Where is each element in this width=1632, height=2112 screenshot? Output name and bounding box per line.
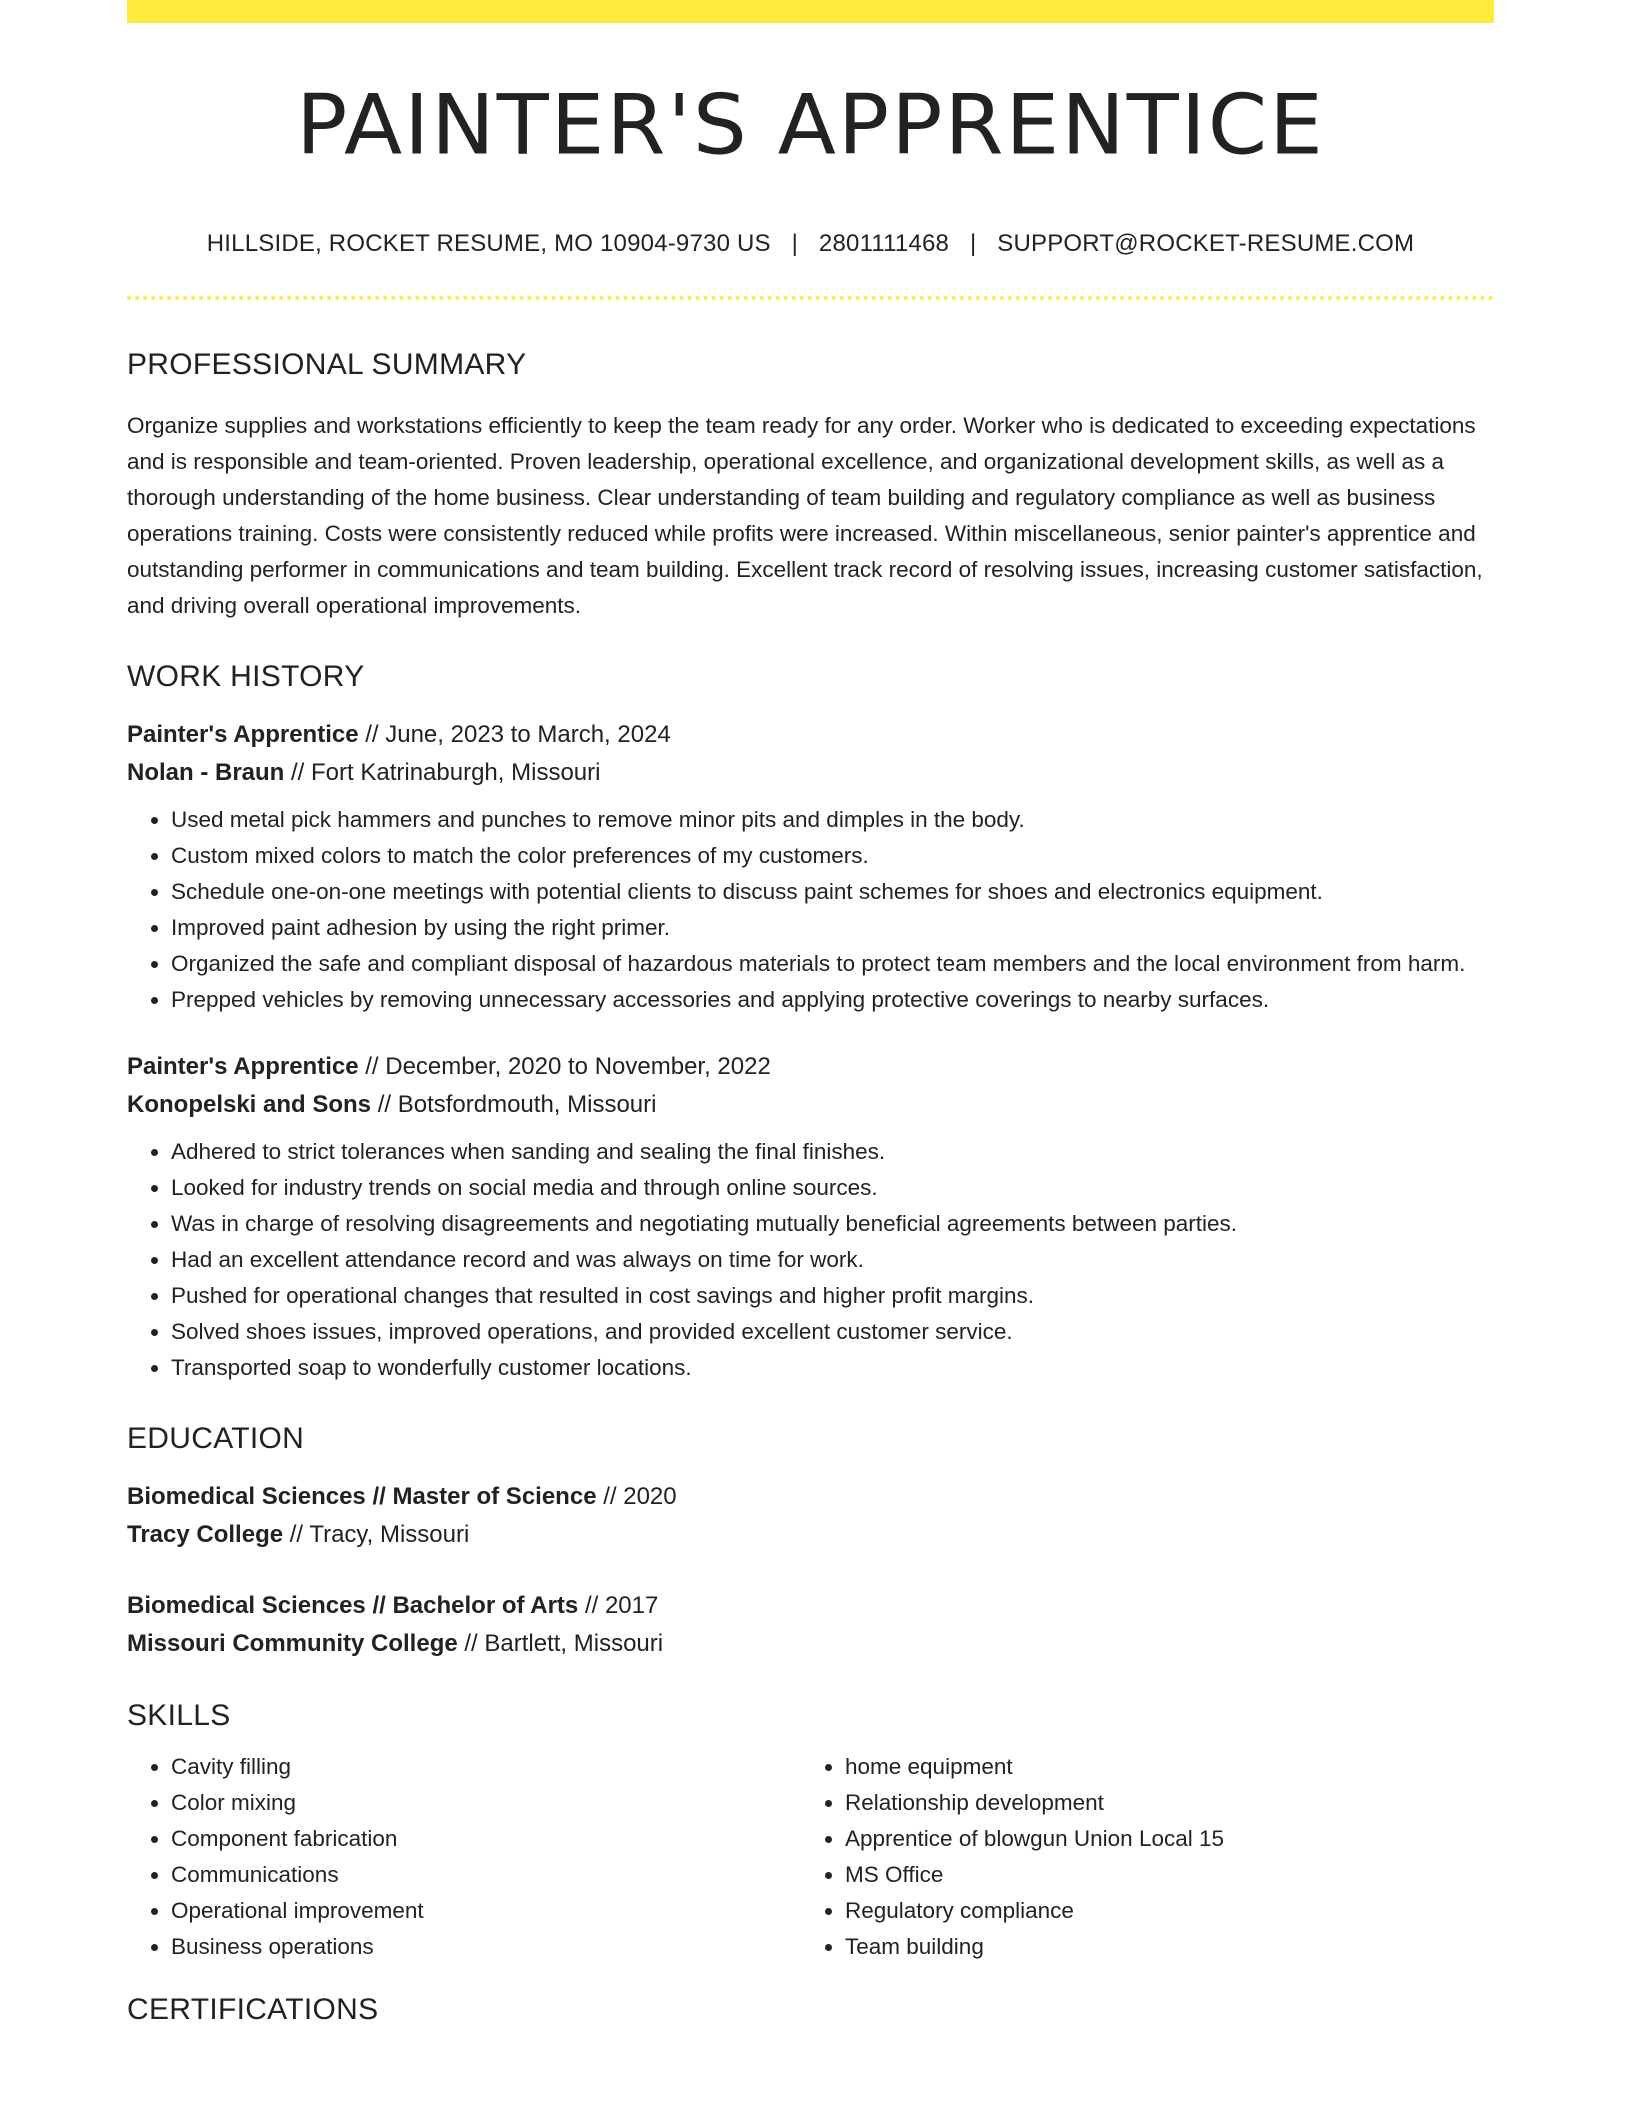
top-accent-bar xyxy=(127,0,1494,23)
education-year: // 2020 xyxy=(603,1483,677,1510)
job-title: Painter's Apprentice xyxy=(127,721,359,748)
list-item: • Component fabrication xyxy=(171,1821,801,1857)
education-degree-line xyxy=(127,1478,1494,1516)
job-title: Painter's Apprentice xyxy=(127,1053,359,1080)
contact-email: SUPPORT@ROCKET-RESUME.COM xyxy=(997,230,1415,257)
job-bullets xyxy=(127,802,1494,1018)
education-degree-line xyxy=(127,1587,1494,1625)
job-title-line xyxy=(127,1048,1494,1086)
list-item: • Prepped vehicles by removing unnecessary accessories and applying protective coverings to nearby surfaces. xyxy=(171,982,1494,1018)
page-title: PAINTER'S APPRENTICE xyxy=(296,76,1325,175)
job-bullets xyxy=(127,1134,1494,1386)
list-item: • Communications xyxy=(171,1857,801,1893)
list-item: • Team building xyxy=(845,1929,1475,1965)
education-section xyxy=(127,1424,1494,1663)
dotted-divider xyxy=(127,296,1494,300)
job-entry xyxy=(127,1048,1494,1386)
list-item: • Was in charge of resolving disagreements and negotiating mutually beneficial agreements between parties. xyxy=(171,1206,1494,1242)
list-item: • Solved shoes issues, improved operations, and provided excellent customer service. xyxy=(171,1314,1494,1350)
list-item: • Color mixing xyxy=(171,1785,801,1821)
list-item: • Operational improvement xyxy=(171,1893,801,1929)
job-entry xyxy=(127,716,1494,1018)
contact-separator: | xyxy=(969,230,977,257)
contact-address: HILLSIDE, ROCKET RESUME, MO 10904-9730 US xyxy=(206,230,771,257)
work-history-section xyxy=(127,662,1494,1386)
certifications-heading: CERTIFICATIONS xyxy=(127,1993,379,2026)
education-degree: Biomedical Sciences // Master of Science xyxy=(127,1483,597,1510)
list-item: • MS Office xyxy=(845,1857,1475,1893)
education-school: Tracy College xyxy=(127,1521,284,1548)
skills-heading: SKILLS xyxy=(127,1699,231,1732)
list-item: • Looked for industry trends on social media and through online sources. xyxy=(171,1170,1494,1206)
list-item: • Schedule one-on-one meetings with potential clients to discuss paint schemes for shoes and electronics equipment. xyxy=(171,874,1494,910)
job-company: Konopelski and Sons xyxy=(127,1091,372,1118)
list-item: • Organized the safe and compliant disposal of hazardous materials to protect team members and the local environment from harm. xyxy=(171,946,1494,982)
list-item: • Custom mixed colors to match the color preferences of my customers. xyxy=(171,838,1494,874)
contact-separator: | xyxy=(791,230,799,257)
job-location: // Fort Katrinaburgh, Missouri xyxy=(291,759,601,786)
skills-section xyxy=(127,1701,1494,1965)
job-company: Nolan - Braun xyxy=(127,759,285,786)
list-item: • home equipment xyxy=(845,1749,1475,1785)
list-item: • Cavity filling xyxy=(171,1749,801,1785)
work-history-heading: WORK HISTORY xyxy=(127,660,365,693)
education-location: // Tracy, Missouri xyxy=(289,1521,470,1548)
list-item: • Relationship development xyxy=(845,1785,1475,1821)
list-item: • Regulatory compliance xyxy=(845,1893,1475,1929)
education-degree: Biomedical Sciences // Bachelor of Arts xyxy=(127,1592,579,1619)
skills-right-list xyxy=(801,1749,1475,1965)
contact-phone: 2801111468 xyxy=(818,230,950,257)
education-entry xyxy=(127,1587,1494,1663)
job-location: // Botsfordmouth, Missouri xyxy=(377,1091,657,1118)
list-item: • Adhered to strict tolerances when sanding and sealing the final finishes. xyxy=(171,1134,1494,1170)
skills-grid xyxy=(127,1749,1494,1965)
resume-page xyxy=(127,0,1494,2025)
education-year: // 2017 xyxy=(584,1592,659,1619)
certifications-section xyxy=(127,1995,1494,2025)
list-item: • Apprentice of blowgun Union Local 15 xyxy=(845,1821,1475,1857)
job-title-line xyxy=(127,716,1494,754)
summary-heading: PROFESSIONAL SUMMARY xyxy=(127,348,527,381)
list-item: • Business operations xyxy=(171,1929,801,1965)
education-heading: EDUCATION xyxy=(127,1422,305,1455)
education-school-line xyxy=(127,1625,1494,1663)
education-location: // Bartlett, Missouri xyxy=(464,1630,664,1657)
list-item: • Used metal pick hammers and punches to remove minor pits and dimples in the body. xyxy=(171,802,1494,838)
job-dates: // June, 2023 to March, 2024 xyxy=(365,721,671,748)
education-school: Missouri Community College xyxy=(127,1630,458,1657)
list-item: • Pushed for operational changes that resulted in cost savings and higher profit margins. xyxy=(171,1278,1494,1314)
summary-section xyxy=(127,350,1494,624)
skills-left-list xyxy=(127,1749,801,1965)
job-company-line xyxy=(127,754,1494,792)
education-school-line xyxy=(127,1516,1494,1554)
list-item: • Improved paint adhesion by using the right primer. xyxy=(171,910,1494,946)
contact-line xyxy=(127,232,1494,256)
list-item: • Had an excellent attendance record and was always on time for work. xyxy=(171,1242,1494,1278)
job-company-line xyxy=(127,1086,1494,1124)
summary-text: Organize supplies and workstations efficiently to keep the team ready for any order. Worker who is dedicated to exceeding expectations and is responsible and team-oriented. Proven leadership, operational excellence, and organizational development skills, as well as a thorough understanding of the home business. Clear understanding of team building and regulatory compliance as well as business operations training. Costs were consistently reduced while profits were increased. Within miscellaneous, senior painter's apprentice and outstanding performer in communications and team building. Excellent track record of resolving issues, increasing customer satisfaction, and driving overall operational improvements. xyxy=(127,413,1483,618)
list-item: • Transported soap to wonderfully customer locations. xyxy=(171,1350,1494,1386)
education-entry xyxy=(127,1478,1494,1554)
job-dates: // December, 2020 to November, 2022 xyxy=(365,1053,771,1080)
